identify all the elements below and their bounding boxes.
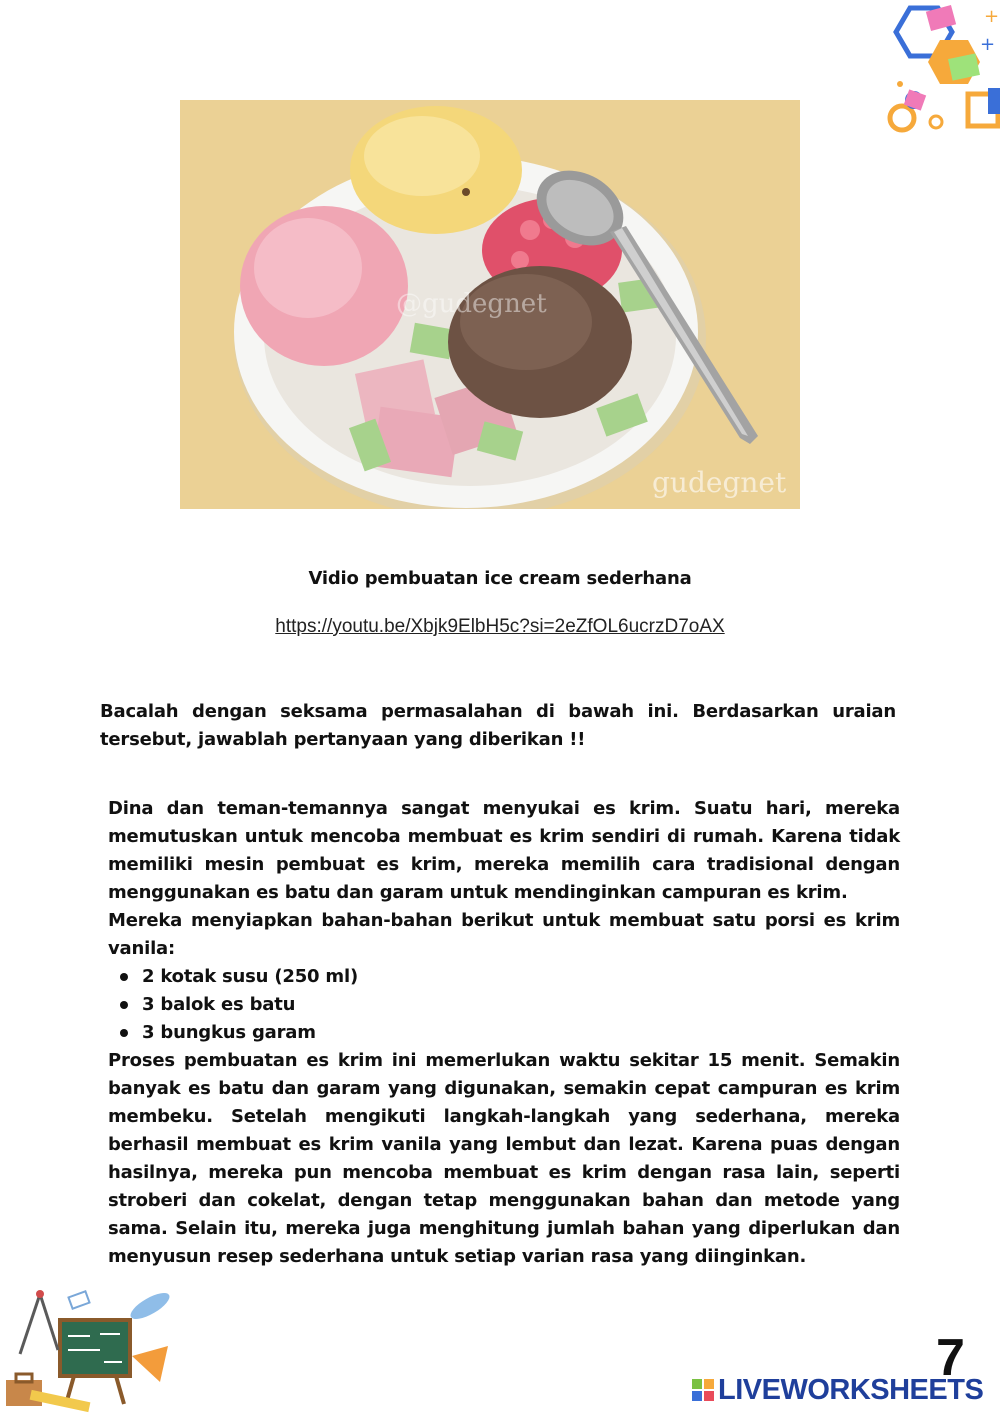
story-paragraph-2: Mereka menyiapkan bahan-bahan berikut untuk membuat satu porsi es krim vanila: <box>108 910 900 959</box>
list-item: 2 kotak susu (250 ml) <box>142 963 900 991</box>
logo-icon <box>692 1379 714 1401</box>
list-item: 3 bungkus garam <box>142 1019 900 1047</box>
svg-text:+: + <box>980 34 996 55</box>
ice-cream-photo <box>180 100 800 509</box>
page-number: 7 <box>936 1329 965 1387</box>
svg-text:+: + <box>984 6 1000 27</box>
geometric-shapes-decoration <box>880 0 1000 140</box>
watermark-corner: gudegnet <box>652 466 787 499</box>
school-supplies-decoration <box>0 1284 180 1414</box>
list-item: 3 balok es batu <box>142 991 900 1019</box>
video-link[interactable]: https://youtu.be/Xbjk9ElbH5c?si=2eZfOL6ucrzD7oAX <box>275 616 725 637</box>
watermark-center: @gudegnet <box>396 289 547 319</box>
story-section <box>108 795 900 1271</box>
ingredients-list <box>108 963 900 1047</box>
video-caption: Vidio pembuatan ice cream sederhana <box>308 568 692 589</box>
story-paragraph-3: Proses pembuatan es krim ini memerlukan waktu sekitar 15 menit. Semakin banyak es batu dan garam yang digunakan, semakin cepat campuran es krim membeku. Setelah mengikuti langkah-langkah yang sederhana, mereka berhasil membuat es krim vanila yang lembut dan lezat. Karena puas dengan hasilnya, mereka pun mencoba membuat es krim dengan rasa lain, seperti stroberi dan cokelat, dengan tetap menggunakan bahan dan metode yang sama. Selain itu, mereka juga menghitung jumlah bahan yang diperlukan dan menyusun resep sederhana untuk setiap varian rasa yang diinginkan. <box>108 1050 900 1267</box>
logo-text: LIVEWORKSHEETS <box>718 1373 984 1406</box>
story-paragraph-1: Dina dan teman-temannya sangat menyukai es krim. Suatu hari, mereka memutuskan untuk mencoba membuat es krim sendiri di rumah. Karena tidak memiliki mesin pembuat es krim, mereka memilih cara tradisional dengan menggunakan es batu dan garam untuk mendinginkan campuran es krim. <box>108 798 900 903</box>
instruction-text: Bacalah dengan seksama permasalahan di bawah ini. Berdasarkan uraian tersebut, jawablah pertanyaan yang diberikan !! <box>100 701 896 750</box>
